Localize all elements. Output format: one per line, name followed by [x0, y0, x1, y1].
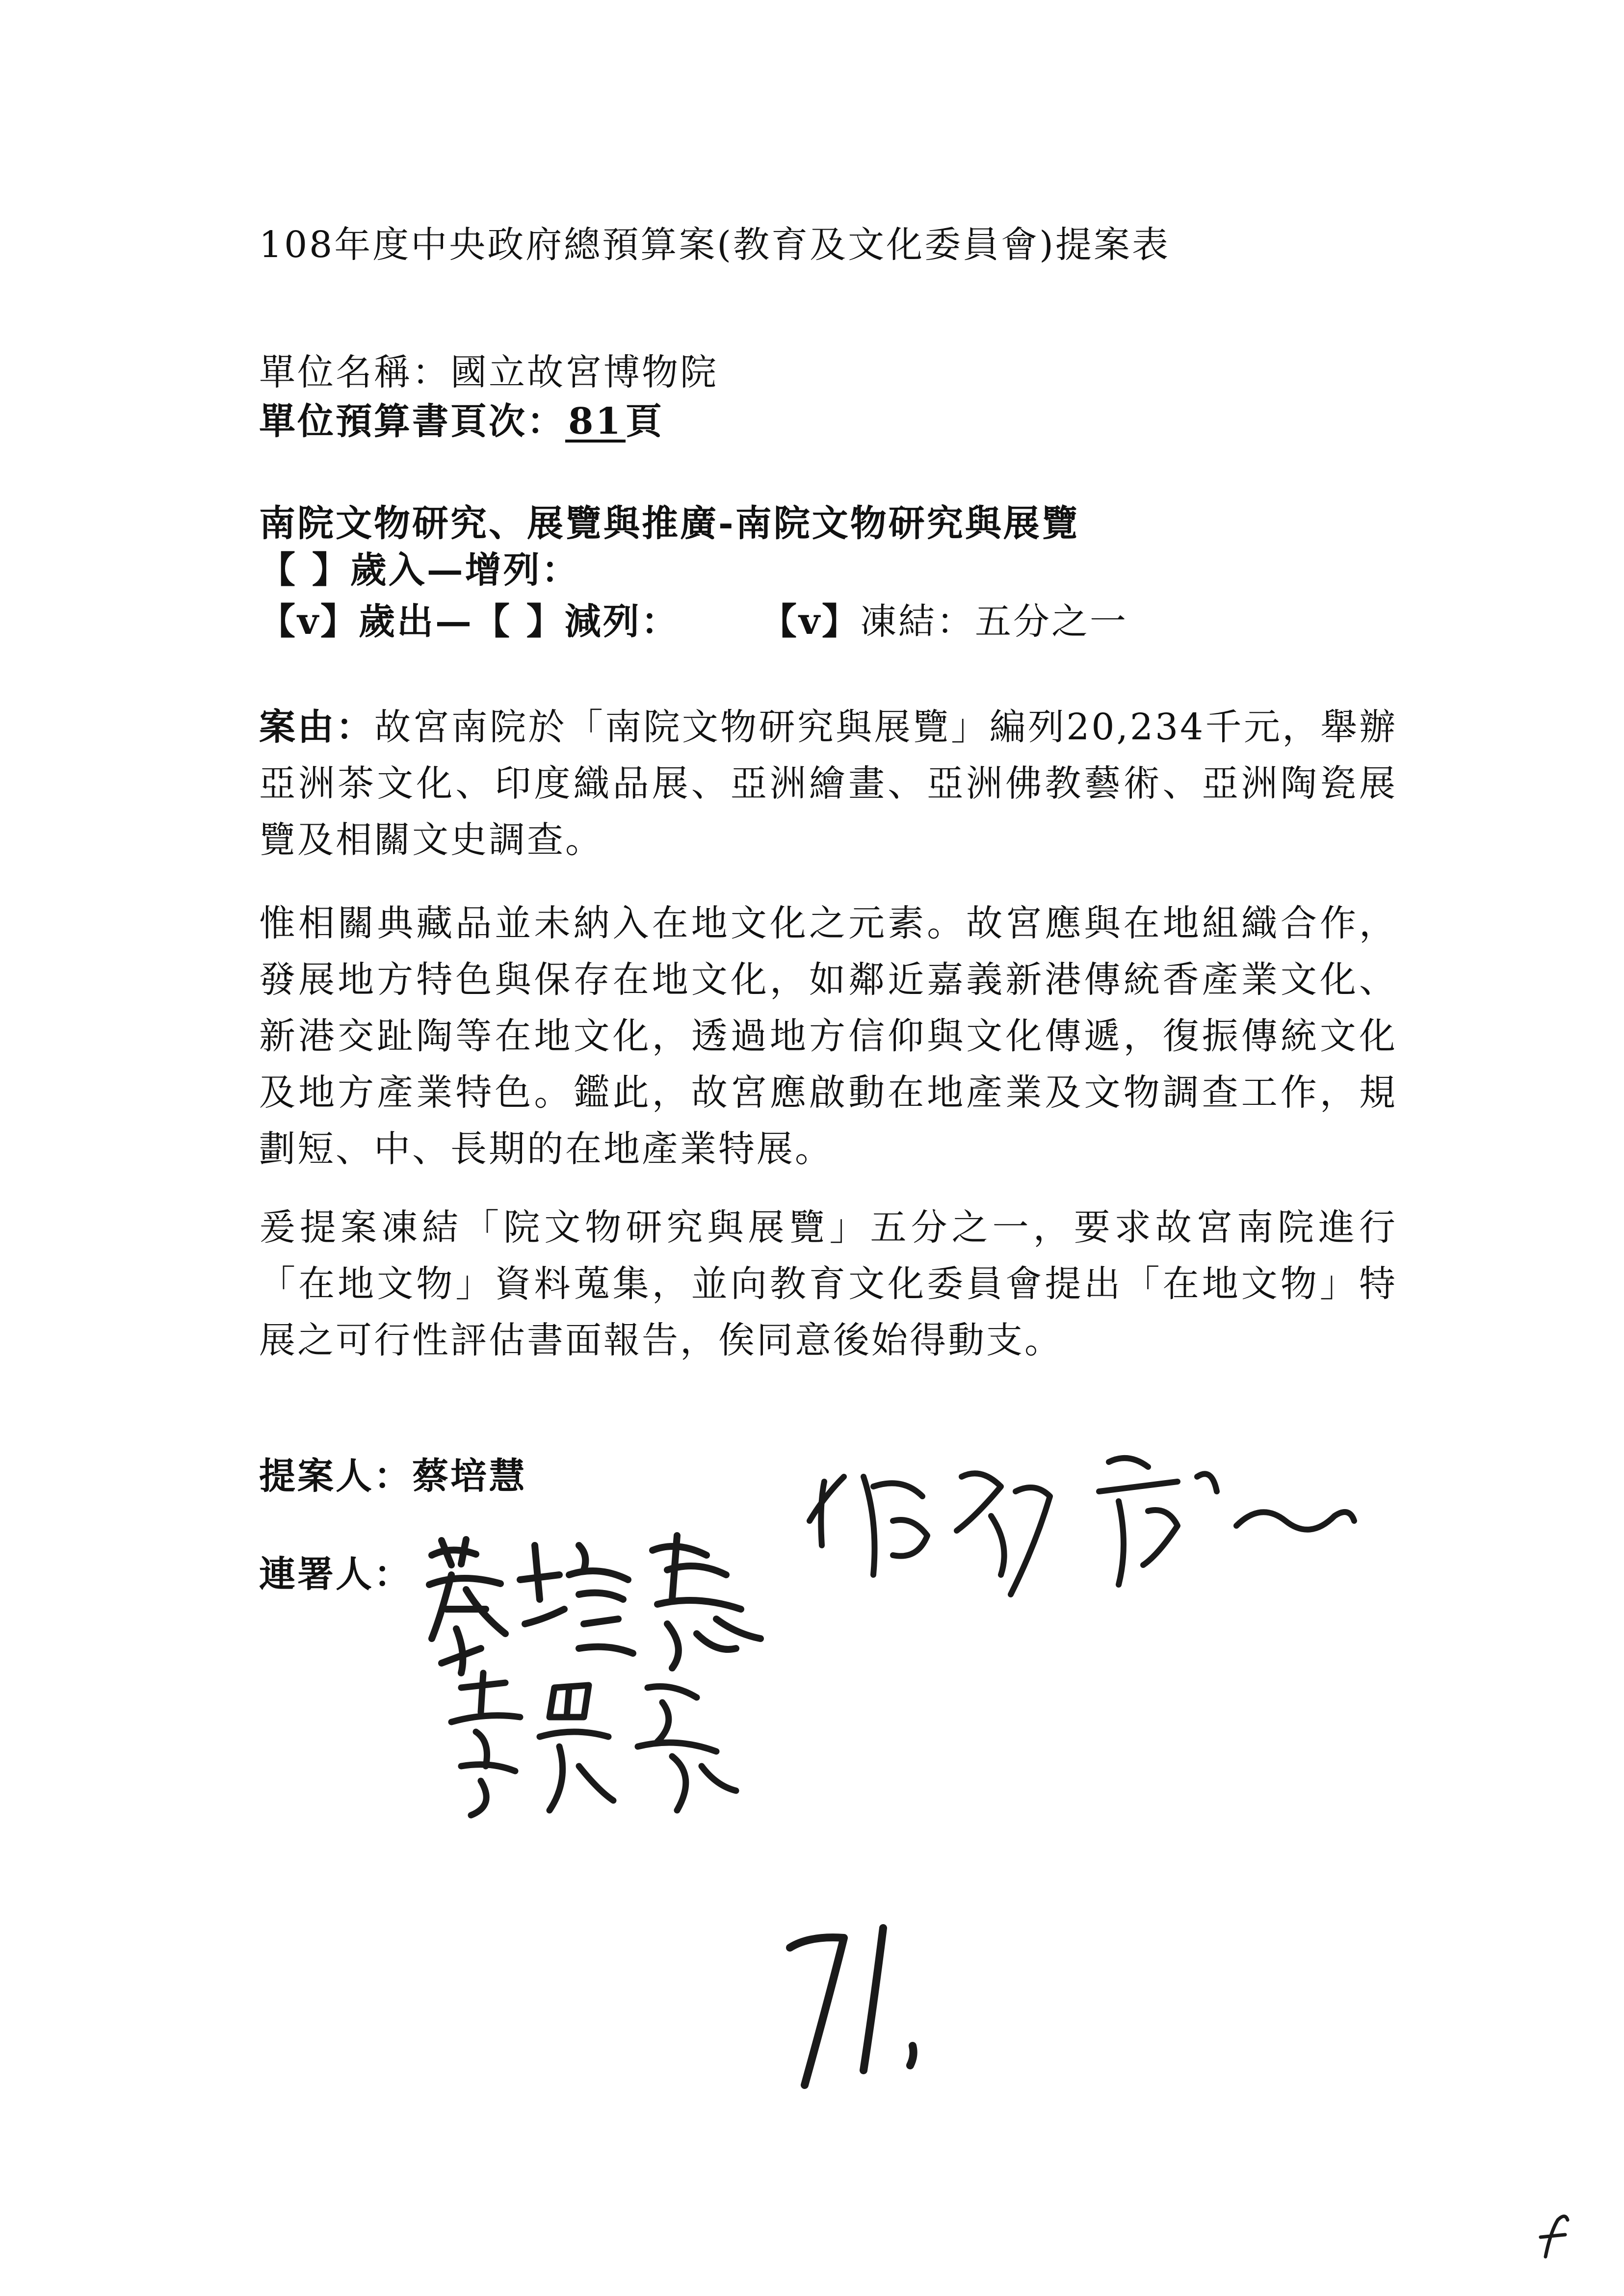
unit-page-row	[259, 400, 664, 443]
unit-name-row	[259, 351, 718, 393]
expenditure-label: 歲出—	[359, 600, 473, 643]
unit-page-label: 單位預算書頁次：	[259, 400, 565, 443]
handwritten-number	[765, 1908, 971, 2114]
reason-paragraph-1	[259, 699, 1397, 868]
unit-name-label: 單位名稱：	[259, 351, 450, 393]
expenditure-option	[259, 600, 680, 643]
revenue-label: 歲入—增列：	[350, 549, 580, 591]
freeze-checkbox: 【v】	[760, 600, 860, 643]
form-title: 108年度中央政府總預算案(教育及文化委員會)提案表	[259, 224, 1170, 266]
revenue-checkbox: 【 】	[259, 549, 350, 591]
reason-text-1: 故宮南院於「南院文物研究與展覽」編列20,234千元，舉辦亞洲茶文化、印度織品展、亞洲繪畫、亞洲佛教藝術、亞洲陶瓷展覽及相關文史調查。	[259, 706, 1397, 861]
unit-name: 國立故宮博物院	[450, 351, 718, 393]
reason-paragraph-3	[259, 1200, 1397, 1369]
revenue-option	[259, 549, 580, 591]
cosigner-label: 連署人：	[259, 1553, 412, 1595]
reason-paragraph-2	[259, 895, 1397, 1177]
expenditure-checkbox: 【v】	[259, 600, 359, 643]
freeze-label: 凍結：五分之一	[860, 600, 1128, 643]
proposer-name: 蔡培慧	[412, 1455, 527, 1497]
signature-1	[422, 1526, 775, 1683]
proposer-row	[259, 1455, 527, 1497]
unit-page-number: 81	[565, 403, 626, 443]
program-name: 南院文物研究、展覽與推廣-南院文物研究與展覽	[259, 502, 1080, 545]
unit-page-suffix: 頁	[625, 400, 664, 443]
proposer-label: 提案人：	[259, 1455, 412, 1497]
cut-label: 減列：	[564, 600, 680, 643]
reason-text-3: 爰提案凍結「院文物研究與展覽」五分之一，要求故宮南院進行「在地文物」資料蒐集，並向教育文化委員會提出「在地文物」特展之可行性評估書面報告，俟同意後始得動支。	[259, 1206, 1397, 1361]
corner-mark	[1531, 2208, 1580, 2267]
reason-label: 案由：	[259, 706, 375, 748]
cut-checkbox: 【 】	[473, 600, 565, 643]
reason-text-2: 惟相關典藏品並未納入在地文化之元素。故宮應與在地組織合作，發展地方特色與保存在地文化，如鄰近嘉義新港傳統香產業文化、新港交趾陶等在地文化，透過地方信仰與文化傳遞，復振傳統文化及地方產業特色。鑑此，故宮應啟動在地產業及文物調查工作，規劃短、中、長期的在地產業特展。	[259, 902, 1397, 1170]
signature-2	[805, 1447, 1364, 1624]
signature-3	[442, 1668, 785, 1825]
freeze-option	[760, 600, 1128, 643]
